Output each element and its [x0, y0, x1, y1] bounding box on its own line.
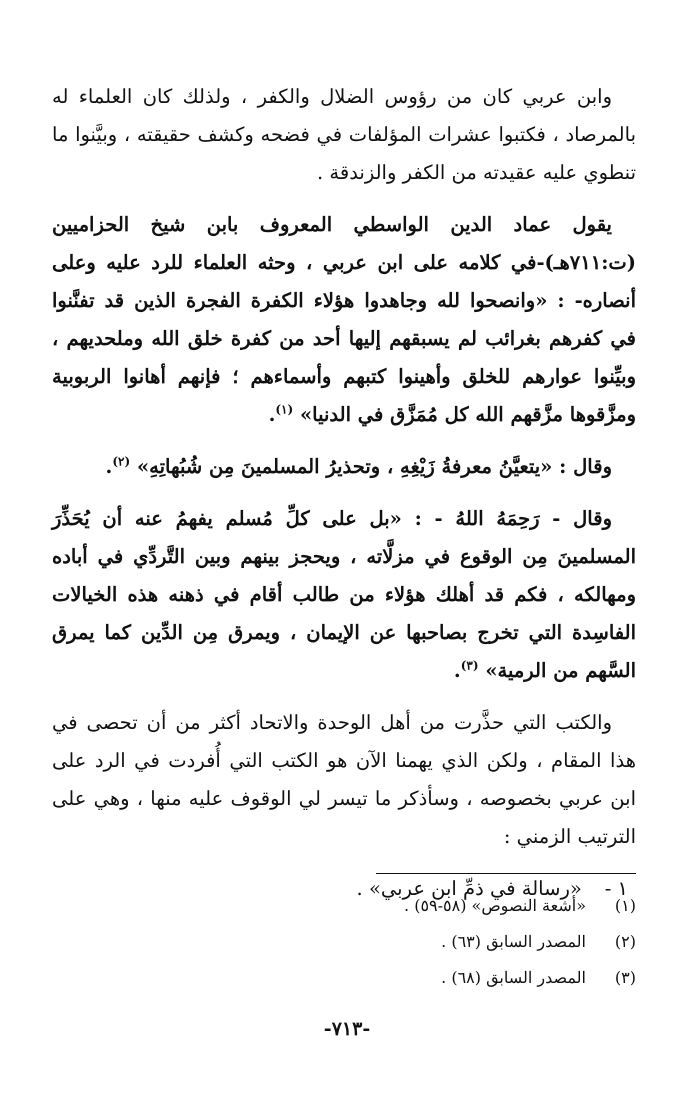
footnote-number: (٢) [614, 932, 636, 951]
paragraph-second-text: وقال : «يتعيَّنُ معرفةُ زَيْغِهِ ، وتحذيرُ المسلمينَ مِن شُبُهاتِهِ» [136, 455, 612, 478]
paragraph-third-quote: وقال - رَحِمَهُ اللهُ - : «بل على كلِّ مُسلم يفهمُ عنه أن يُحَذِّرَ المسلمينَ مِن الوقوع في مزلَّاته ، ويحجز بينهم وبين التَّردِّي في أباده ومهالكه ، فكم قد أهلك هؤلاء من طالب أقام في ذهنه هذه الخيالات الفاسِدة التي تخرج بصاحبها عن الإيمان ، ويمرق مِن الدِّين كما يمرق السَّهم من الرمية» $^{(٣)}$. [52, 507, 636, 682]
footnote-ref-1: (١) [275, 402, 294, 417]
paragraph-books-intro [52, 704, 636, 856]
paragraph-wasiti-quote: يقول عماد الدين الواسطي المعروف بابن شيخ الحزاميين (ت:٧١١هـ)-في كلامه على ابن عربي ، وحثه العلماء للرد عليه وعلى أنصاره- : «وانصحوا لله وجاهدوا هؤلاء الكفرة الفجرة الذين قد تفنَّنوا في كفرهم بغرائب لم يسبقهم إليها أحد من كفرة خلق الله وملحديهم ، وبيِّنوا عوارهم للخلق وأهينوا كتبهم وأسماءهم ؛ فإنهم أهانوا الربوبية ومزَّقوها مزَّقهم الله كل مُمَزَّق في الدنيا» $^{(١)}$. [52, 213, 636, 426]
main-text [52, 78, 636, 908]
footnote-ref-2: (٢) [112, 454, 131, 469]
footnote-text: المصدر السابق (٦٨) . [441, 968, 586, 987]
paragraph-intro-text: وابن عربي كان من رؤوس الضلال والكفر ، ولذلك كان العلماء له بالمرصاد ، فكتبوا عشرات المؤلفات في فضحه وكشف حقيقته ، وبيَّنوا ما تنطوي عليه عقيدته من الكفر والزندقة . [52, 85, 636, 184]
paragraph-second-quote: وقال : «يتعيَّنُ معرفةُ زَيْغِهِ ، وتحذيرُ المسلمينَ مِن شُبُهاتِهِ» $^{(٢)}$. [105, 454, 612, 478]
footnote-1 [52, 888, 636, 924]
paragraph-wasiti-text: يقول عماد الدين الواسطي المعروف بابن شيخ الحزاميين (ت:٧١١هـ)-في كلامه على ابن عربي ، وحثه العلماء للرد عليه وعلى أنصاره- : «وانصحوا لله وجاهدوا هؤلاء الكفرة الفجرة الذين قد تفنَّنوا في كفرهم بغرائب لم يسبقهم إليها أحد من كفرة خلق الله وملحديهم ، وبيِّنوا عوارهم للخلق وأهينوا كتبهم وأسماءهم ؛ فإنهم أهانوا الربوبية ومزَّقوها مزَّقهم الله كل مُمَزَّق في الدنيا» [52, 213, 636, 426]
footnote-3 [52, 960, 636, 996]
footnote-number: (٣) [614, 968, 636, 987]
footnote-ref-3: (٣) [460, 658, 479, 673]
footnote-divider [376, 873, 636, 874]
footnote-text: «أشعة النصوص» (٥٨-٥٩) . [404, 896, 586, 915]
paragraph-third-text: وقال - رَحِمَهُ اللهُ - : «بل على كلِّ مُسلم يفهمُ عنه أن يُحَذِّرَ المسلمينَ مِن الوقوع في مزلَّاته ، ويحجز بينهم وبين التَّردِّي في أباده ومهالكه ، فكم قد أهلك هؤلاء من طالب أقام في ذهنه هذه الخيالات الفاسِدة التي تخرج بصاحبها عن الإيمان ، ويمرق مِن الدِّين كما يمرق السَّهم من الرمية» [52, 507, 636, 682]
paragraph-books-text: والكتب التي حذَّرت من أهل الوحدة والاتحاد أكثر من أن تحصى في هذا المقام ، ولكن الذي يهمنا الآن هو الكتب التي أُفردت في الرد على ابن عربي بخصوصه ، وسأذكر ما تيسر لي الوقوف عليه منها ، وهي على الترتيب الزمني : [52, 711, 636, 848]
page-number: -٧١٣- [323, 1018, 371, 1040]
paragraph-intro [52, 78, 636, 192]
footnote-text: المصدر السابق (٦٣) . [441, 932, 586, 951]
list-item-number: ١ - [604, 877, 628, 900]
footnote-number: (١) [614, 896, 636, 915]
footnotes [52, 888, 636, 996]
footnote-2 [52, 924, 636, 960]
list-item-text: «رسالة في ذمِّ ابن عربي» . [356, 877, 582, 900]
